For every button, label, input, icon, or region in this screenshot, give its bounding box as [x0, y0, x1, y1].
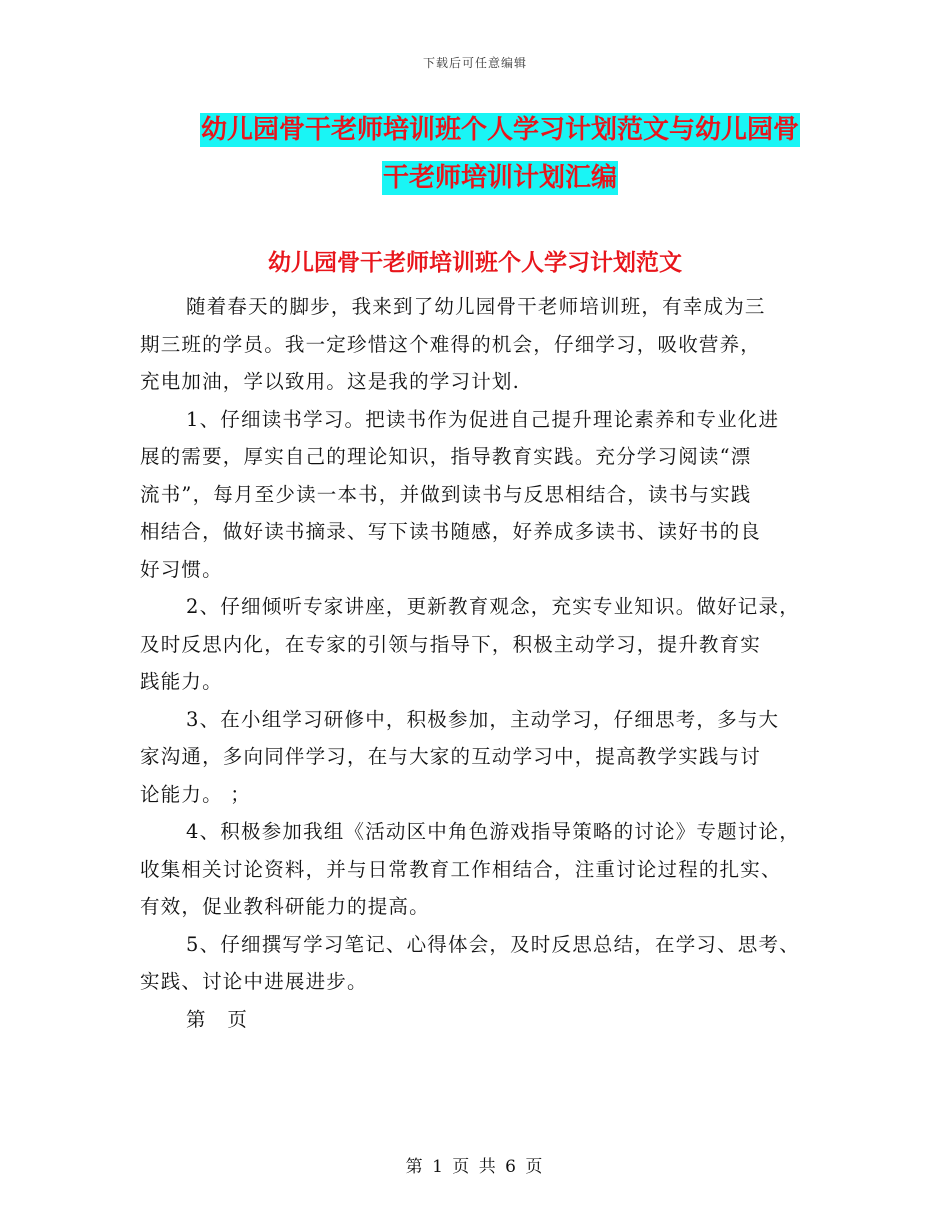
paragraph-line: 随着春天的脚步，我来到了幼儿园骨干老师培训班，有幸成为三	[186, 295, 766, 318]
page-header-note: 下载后可任意编辑	[422, 56, 527, 70]
paragraph-line: 好习惯。	[140, 557, 223, 581]
paragraph-line: 相结合，做好读书摘录、写下读书随感，好养成多读书、读好书的良	[140, 520, 762, 543]
paragraph-line: 收集相关讨论资料，并与日常教育工作相结合，注重讨论过程的扎实、	[140, 857, 782, 881]
page-footer-pagination: 第 1 页 共 6 页	[405, 1157, 545, 1177]
section-subtitle: 幼儿园骨干老师培训班个人学习计划范文	[268, 250, 682, 276]
paragraph-line: 有效，促业教科研能力的提高。	[140, 895, 430, 918]
paragraph-item-4	[140, 813, 822, 926]
paragraph-line: 展的需要，厚实自己的理论知识，指导教育实践。充分学习阅读“漂	[140, 445, 752, 468]
paragraph-item-2	[140, 588, 822, 701]
paragraph-line: 2、仔细倾听专家讲座，更新教育观念，充实专业知识。做好记录，	[186, 595, 800, 618]
paragraph-line: 期三班的学员。我一定珍惜这个难得的机会，仔细学习，吸收营养，	[140, 332, 762, 356]
paragraph-line: 流书”，每月至少读一本书，并做到读书与反思相结合，读书与实践	[140, 482, 752, 506]
paragraph-item-5	[140, 926, 822, 1001]
paragraph-item-1	[140, 401, 822, 589]
paragraph-item-3	[140, 701, 822, 814]
document-title	[120, 106, 880, 202]
paragraph-line: 践能力。	[140, 670, 223, 693]
document-title-line-2: 干老师培训计划汇编	[382, 163, 617, 193]
document-body	[140, 288, 822, 1038]
paragraph-line: 及时反思内化，在专家的引领与指导下，积极主动学习，提升教育实	[140, 632, 762, 656]
paragraph-line: 1、仔细读书学习。把读书作为促进自己提升理论素养和专业化进	[186, 407, 780, 431]
inline-page-marker: 第 页	[186, 1007, 249, 1031]
document-title-line-1: 幼儿园骨干老师培训班个人学习计划范文与幼儿园骨	[200, 115, 799, 145]
paragraph-line: 实践、讨论中进展进步。	[140, 970, 368, 993]
paragraph-line: 家沟通，多向同伴学习，在与大家的互动学习中，提高教学实践与讨	[140, 745, 762, 768]
paragraph-line: 3、在小组学习研修中，积极参加，主动学习，仔细思考，多与大	[186, 707, 780, 731]
paragraph-line: 5、仔细撰写学习笔记、心得体会，及时反思总结，在学习、思考、	[186, 932, 800, 956]
paragraph-line: 4、积极参加我组《活动区中角色游戏指导策略的讨论》专题讨论，	[186, 820, 800, 843]
paragraph-line: 论能力。 ；	[140, 782, 251, 806]
paragraph-line: 充电加油，学以致用。这是我的学习计划.	[140, 370, 520, 393]
paragraph-page-marker	[140, 1001, 822, 1039]
paragraph-intro	[140, 288, 822, 401]
